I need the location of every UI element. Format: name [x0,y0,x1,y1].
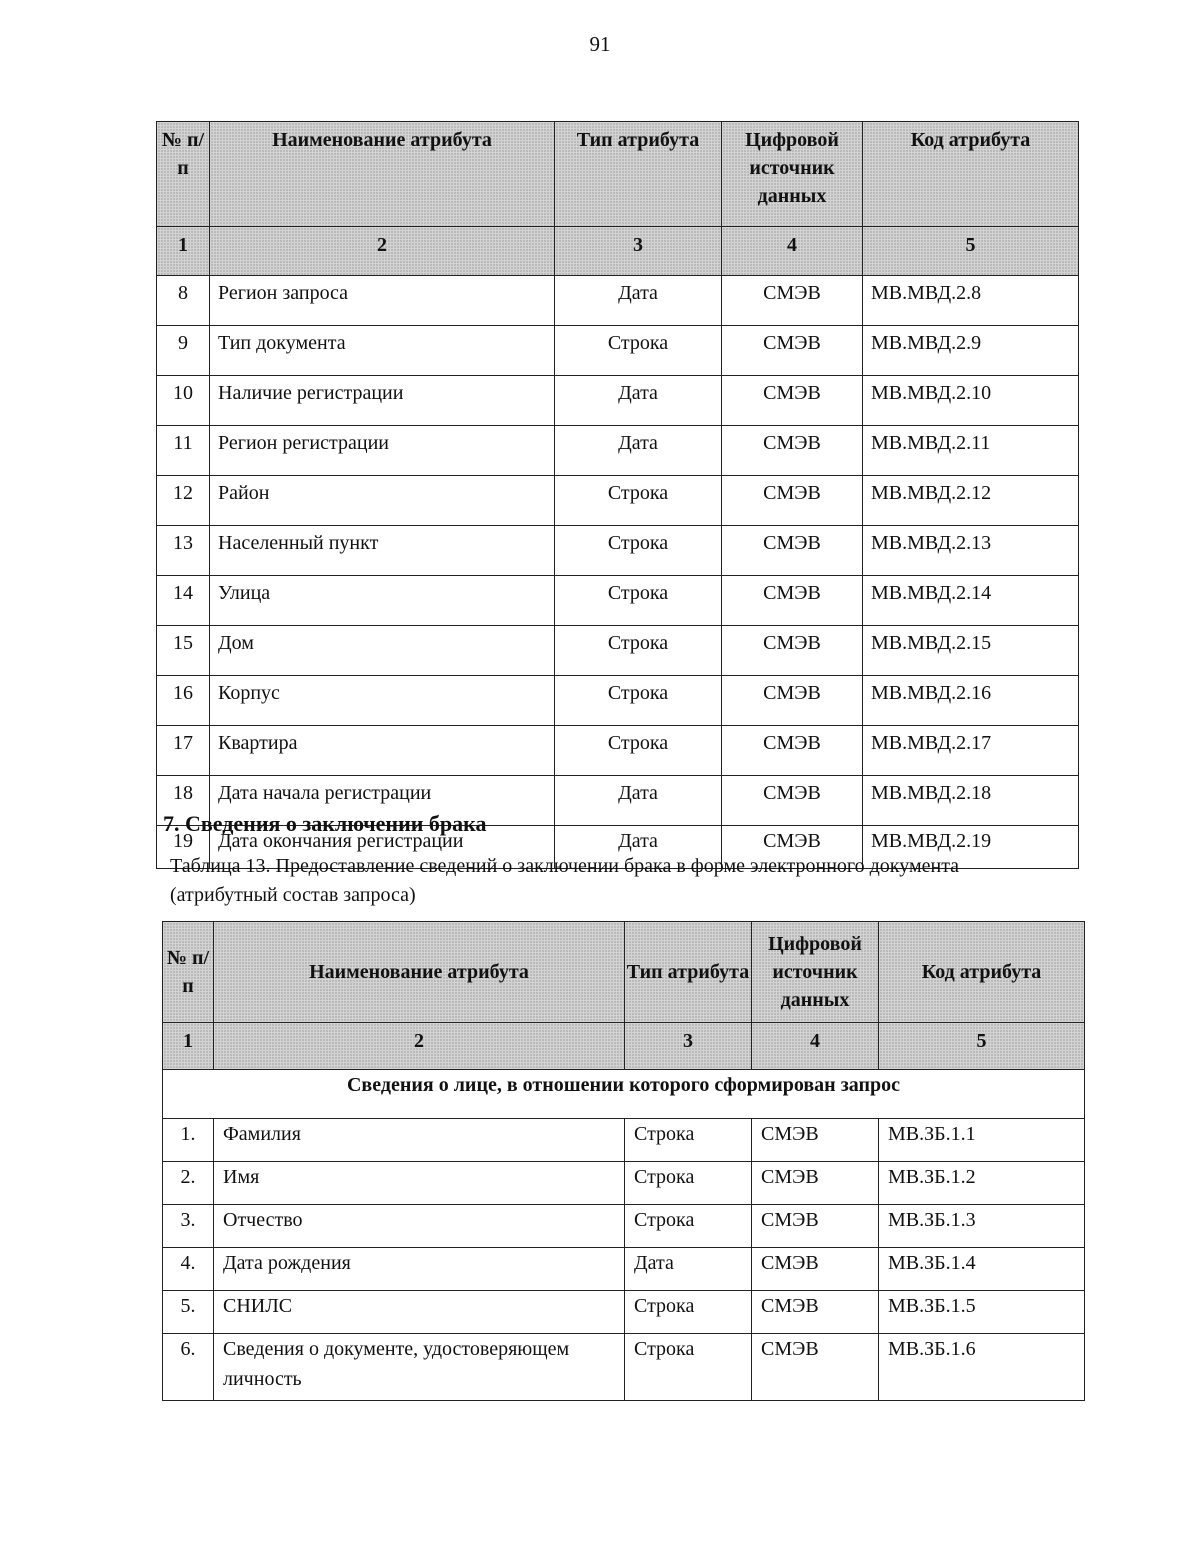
cell-name: Регион запроса [210,276,555,326]
cell-no: 8 [157,276,210,326]
cell-source: СМЭВ [752,1205,879,1248]
cell-source: СМЭВ [752,1248,879,1291]
col-number: 3 [625,1023,752,1070]
cell-name: Дом [210,626,555,676]
table-row [157,576,1079,626]
cell-name: Дата начала регистрации [210,776,555,826]
cell-source: СМЭВ [722,626,863,676]
table-row [157,426,1079,476]
cell-code: МВ.ЗБ.1.1 [879,1119,1085,1162]
col-number: 1 [163,1023,214,1070]
table-row [163,1162,1085,1205]
col-number: 2 [214,1023,625,1070]
cell-source: СМЭВ [752,1291,879,1334]
cell-name: Отчество [214,1205,625,1248]
cell-code: МВ.ЗБ.1.6 [879,1334,1085,1401]
table-row [157,476,1079,526]
cell-no: 4. [163,1248,214,1291]
col-number: 2 [210,227,555,276]
cell-type: Строка [555,726,722,776]
cell-no: 11 [157,426,210,476]
cell-name: Квартира [210,726,555,776]
table-row [157,326,1079,376]
cell-name: СНИЛС [214,1291,625,1334]
cell-code: МВ.МВД.2.8 [863,276,1079,326]
cell-source: СМЭВ [722,826,863,869]
cell-name: Населенный пункт [210,526,555,576]
cell-code: МВ.МВД.2.9 [863,326,1079,376]
cell-code: МВ.ЗБ.1.2 [879,1162,1085,1205]
cell-type: Строка [555,676,722,726]
table-row [157,626,1079,676]
cell-type: Дата [625,1248,752,1291]
cell-type: Строка [555,526,722,576]
cell-no: 10 [157,376,210,426]
cell-name: Сведения о документе, удостоверяющем личность [214,1334,625,1401]
table-caption: Таблица 13. Предоставление сведений о заключении брака в форме электронного документа (атрибутный состав запроса) [170,855,960,906]
cell-source: СМЭВ [722,726,863,776]
cell-code: МВ.МВД.2.12 [863,476,1079,526]
header-source: Цифровой источник данных [752,922,879,1023]
cell-type: Строка [625,1334,752,1401]
cell-no: 1. [163,1119,214,1162]
cell-no: 12 [157,476,210,526]
cell-type: Дата [555,426,722,476]
group-title: Сведения о лице, в отношении которого сформирован запрос [163,1070,1085,1119]
cell-name: Тип документа [210,326,555,376]
cell-source: СМЭВ [722,476,863,526]
cell-type: Дата [555,776,722,826]
cell-code: МВ.МВД.2.15 [863,626,1079,676]
col-number: 4 [752,1023,879,1070]
table-row [157,526,1079,576]
cell-name: Дата окончания регистрации [210,826,555,869]
table-body [157,276,1079,869]
cell-code: МВ.МВД.2.19 [863,826,1079,869]
cell-source: СМЭВ [752,1334,879,1401]
cell-no: 15 [157,626,210,676]
cell-source: СМЭВ [722,676,863,726]
section-title: 7. Сведения о заключении брака [163,811,487,836]
cell-type: Строка [625,1205,752,1248]
cell-name: Фамилия [214,1119,625,1162]
cell-no: 13 [157,526,210,576]
cell-name: Улица [210,576,555,626]
cell-code: МВ.МВД.2.16 [863,676,1079,726]
cell-no: 2. [163,1162,214,1205]
group-row [163,1070,1085,1119]
header-source: Цифровой источник данных [722,122,863,227]
cell-source: СМЭВ [722,426,863,476]
cell-no: 18 [157,776,210,826]
cell-source: СМЭВ [722,526,863,576]
cell-type: Строка [625,1119,752,1162]
cell-type: Строка [555,326,722,376]
header-type: Тип атрибута [555,122,722,227]
cell-name: Дата рождения [214,1248,625,1291]
cell-no: 9 [157,326,210,376]
table-row [157,276,1079,326]
header-no: № п/п [163,922,214,1023]
cell-no: 3. [163,1205,214,1248]
cell-source: СМЭВ [722,776,863,826]
cell-type: Дата [555,826,722,869]
cell-name: Наличие регистрации [210,376,555,426]
cell-source: СМЭВ [752,1162,879,1205]
cell-source: СМЭВ [722,376,863,426]
cell-name: Корпус [210,676,555,726]
cell-source: СМЭВ [722,326,863,376]
table-row [157,726,1079,776]
col-number: 3 [555,227,722,276]
col-number: 5 [863,227,1079,276]
cell-type: Дата [555,376,722,426]
table-row [163,1291,1085,1334]
col-number: 5 [879,1023,1085,1070]
table-body [163,1070,1085,1401]
header-code: Код атрибута [863,122,1079,227]
cell-source: СМЭВ [752,1119,879,1162]
cell-source: СМЭВ [722,276,863,326]
cell-type: Строка [555,576,722,626]
cell-type: Строка [625,1162,752,1205]
cell-name: Имя [214,1162,625,1205]
table-row [157,376,1079,426]
cell-code: МВ.ЗБ.1.5 [879,1291,1085,1334]
cell-type: Строка [555,626,722,676]
cell-code: МВ.МВД.2.13 [863,526,1079,576]
col-number: 4 [722,227,863,276]
table-row [163,1205,1085,1248]
col-number: 1 [157,227,210,276]
header-name: Наименование атрибута [214,922,625,1023]
cell-no: 5. [163,1291,214,1334]
cell-no: 17 [157,726,210,776]
cell-name: Район [210,476,555,526]
cell-type: Строка [555,476,722,526]
table-row [163,1334,1085,1401]
header-type: Тип атрибута [625,922,752,1023]
cell-no: 6. [163,1334,214,1401]
header-code: Код атрибута [879,922,1085,1023]
cell-no: 14 [157,576,210,626]
cell-code: МВ.МВД.2.14 [863,576,1079,626]
cell-type: Дата [555,276,722,326]
cell-no: 16 [157,676,210,726]
cell-code: МВ.ЗБ.1.3 [879,1205,1085,1248]
table-row [163,1119,1085,1162]
cell-source: СМЭВ [722,576,863,626]
cell-no: 19 [157,826,210,869]
cell-code: МВ.МВД.2.17 [863,726,1079,776]
cell-code: МВ.МВД.2.18 [863,776,1079,826]
table-row [157,676,1079,726]
cell-name: Регион регистрации [210,426,555,476]
attributes-table-mvd [156,121,1079,869]
header-no: № п/п [157,122,210,227]
attributes-table-marriage [162,921,1085,1401]
header-name: Наименование атрибута [210,122,555,227]
table-row [163,1248,1085,1291]
page-number: 91 [589,32,611,56]
cell-type: Строка [625,1291,752,1334]
cell-code: МВ.МВД.2.11 [863,426,1079,476]
cell-code: МВ.МВД.2.10 [863,376,1079,426]
cell-code: МВ.ЗБ.1.4 [879,1248,1085,1291]
